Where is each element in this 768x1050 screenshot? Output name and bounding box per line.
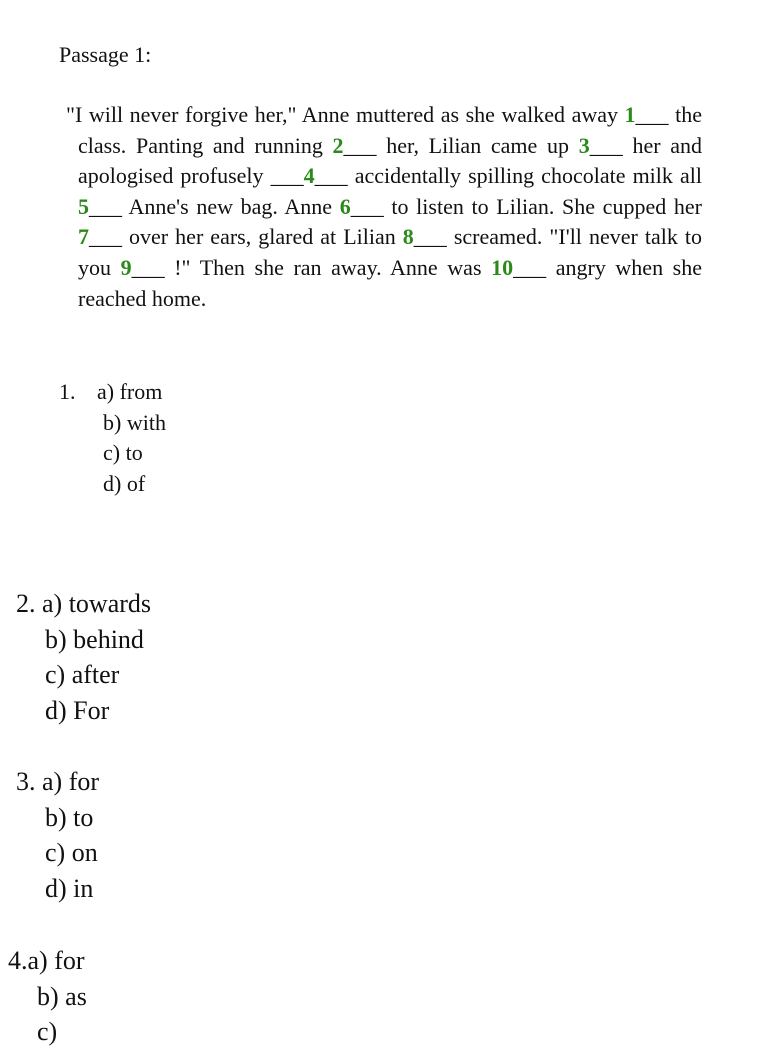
blank-number-3: 3 bbox=[578, 132, 590, 158]
option-c[interactable]: c) on bbox=[45, 838, 98, 868]
passage-segment: ___ to listen to Lilian. She cupped her bbox=[350, 193, 702, 219]
option-a[interactable]: a) towards bbox=[42, 589, 152, 618]
passage-segment: ___ over her ears, glared at Lilian bbox=[89, 224, 403, 250]
blank-number-8: 8 bbox=[402, 224, 414, 250]
passage-segment: ___ accidentally spilling chocolate milk all bbox=[314, 163, 702, 189]
blank-number-5: 5 bbox=[78, 193, 89, 219]
passage-segment: ___ angry when she reached home. bbox=[78, 254, 703, 311]
passage-text bbox=[66, 100, 703, 314]
blank-number-1: 1 bbox=[624, 102, 636, 127]
option-b[interactable]: b) to bbox=[45, 802, 94, 832]
passage-segment: ___ her and apologised profusely ___ bbox=[78, 132, 703, 189]
passage-segment: ___ Anne's new bag. Anne bbox=[89, 193, 340, 219]
passage-heading: Passage 1: bbox=[59, 42, 152, 67]
passage-segment: ___ !" Then she ran away. Anne was bbox=[131, 254, 492, 280]
option-b[interactable]: b) behind bbox=[45, 624, 144, 654]
passage-segment: ___ her, Lilian came up bbox=[343, 132, 579, 158]
question-number: 2. bbox=[16, 589, 36, 618]
blank-number-10: 10 bbox=[491, 254, 514, 280]
option-c[interactable]: c) after bbox=[45, 660, 120, 690]
option-a[interactable]: a) for bbox=[27, 946, 85, 975]
passage-segment: ___ screamed. "I'll never talk to you bbox=[78, 224, 703, 280]
option-d[interactable]: d) For bbox=[45, 695, 110, 725]
option-a[interactable]: a) for bbox=[42, 767, 100, 796]
question-number: 4. bbox=[8, 946, 28, 975]
option-d[interactable]: d) of bbox=[103, 470, 146, 496]
blank-number-6: 6 bbox=[339, 193, 351, 219]
question-2 bbox=[16, 586, 151, 728]
blank-number-9: 9 bbox=[120, 254, 132, 280]
passage-segment: "I will never forgive her," Anne muttered as she walked away bbox=[66, 102, 625, 127]
question-4 bbox=[8, 943, 87, 1047]
option-c[interactable]: c) bbox=[37, 1017, 58, 1047]
passage-segment: ___ the class. Panting and running bbox=[78, 102, 702, 158]
option-b[interactable]: b) with bbox=[103, 409, 166, 435]
option-a[interactable]: a) from bbox=[97, 379, 163, 404]
blank-number-4: 4 bbox=[303, 163, 315, 189]
question-1 bbox=[59, 377, 166, 499]
question-3 bbox=[16, 764, 99, 906]
blank-number-7: 7 bbox=[78, 224, 89, 250]
question-number: 3. bbox=[16, 767, 36, 796]
blank-number-2: 2 bbox=[332, 132, 344, 158]
question-number: 1. bbox=[59, 379, 76, 404]
option-d[interactable]: d) in bbox=[45, 873, 94, 903]
option-b[interactable]: b) as bbox=[37, 981, 87, 1011]
option-c[interactable]: c) to bbox=[103, 440, 143, 466]
